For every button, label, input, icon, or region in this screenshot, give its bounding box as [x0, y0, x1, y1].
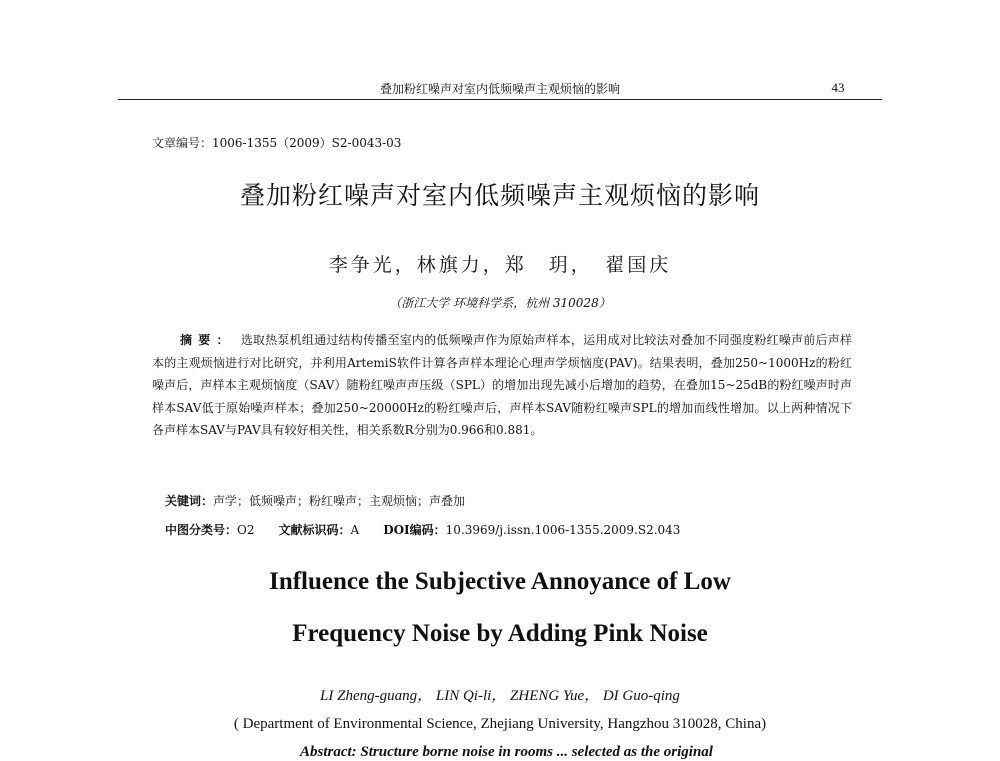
doi-value: 10.3969/j.issn.1006-1355.2009.S2.043 — [445, 523, 681, 537]
page-number: 43 — [831, 80, 845, 95]
english-title-line2: Frequency Noise by Adding Pink Noise — [292, 620, 708, 647]
classification-line — [165, 521, 680, 538]
english-title-line1: Influence the Subjective Annoyance of Low — [269, 568, 731, 595]
doc-code-value: A — [350, 523, 360, 537]
abstract-label: 摘要： — [180, 333, 235, 347]
header-rule — [118, 99, 882, 100]
english-authors: LI Zheng-guang， LIN Qi-li， ZHENG Yue， DI Guo-qing — [320, 688, 680, 704]
doi-label: DOI编码： — [383, 523, 446, 537]
keywords-label: 关键词： — [165, 494, 214, 508]
clc-value: O2 — [237, 523, 255, 537]
chinese-affiliation: （浙江大学 环境科学系，杭州 310028） — [389, 296, 611, 310]
abstract-text: 选取热泵机组通过结构传播至室内的低频噪声作为原始声样本，运用成对比较法对叠加不同强度粉红噪声前后声样本的主观烦恼进行对比研究，并利用ArtemiS软件计算各声样本理论心理声学烦恼度(PAV)。结果表明，叠加250~1000Hz的粉红噪声后，声样本主观烦恼度（SAV）随粉红噪声声压级（SPL）的增加出现先减小后增加的趋势，在叠加15~25dB的粉红噪声时声样本SAV低于原始噪声样本；叠加250~20000Hz的粉红噪声后，声样本SAV随粉红噪声SPL的增加而线性增加。以上两种情况下各声样本SAV与PAV具有较好相关性，相关系数R分别为0.966和0.881。 — [152, 333, 852, 437]
article-number: 文章编号：1006-1355（2009）S2-0043-03 — [152, 136, 402, 150]
clc-label: 中图分类号： — [165, 523, 238, 537]
english-abstract-partial: Abstract: Structure borne noise in rooms ... selected as the original — [300, 744, 713, 760]
chinese-keywords — [165, 492, 465, 509]
chinese-abstract — [152, 329, 852, 442]
running-title: 叠加粉红噪声对室内低频噪声主观烦恼的影响 — [379, 82, 620, 96]
chinese-title: 叠加粉红噪声对室内低频噪声主观烦恼的影响 — [239, 181, 760, 210]
english-affiliation: ( Department of Environmental Science, Zhejiang University, Hangzhou 310028, China) — [233, 716, 767, 732]
doc-code-label: 文献标识码： — [278, 523, 351, 537]
keywords-text: 声学；低频噪声；粉红噪声；主观烦恼；声叠加 — [213, 494, 466, 508]
chinese-authors: 李争光，林旗力，郑 玥， 翟国庆 — [328, 254, 672, 276]
